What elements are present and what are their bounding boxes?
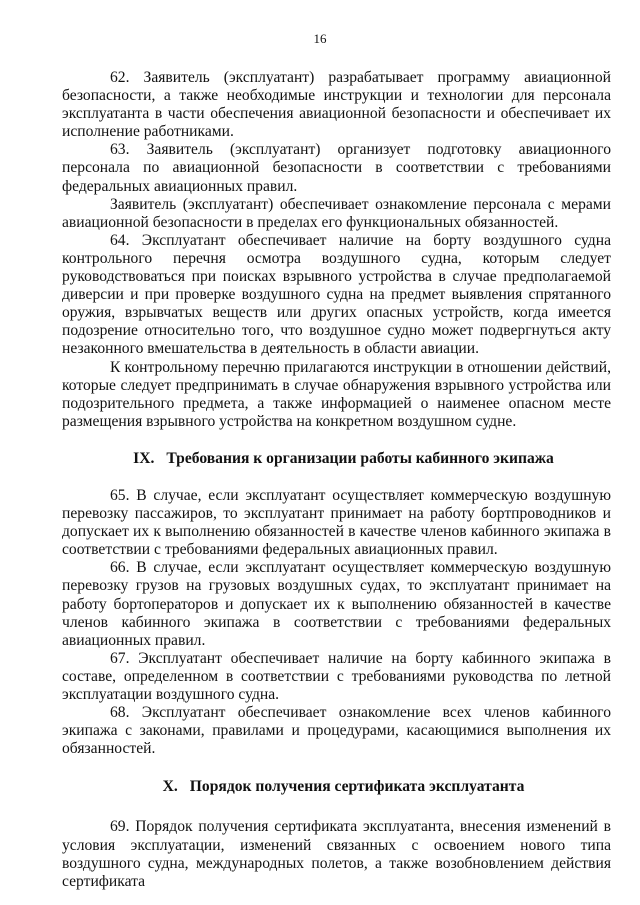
paragraph-62: 62. Заявитель (эксплуатант) разрабатывает программу авиационной безопасности, а также необходимые инструкции и технологии для персонала эксплуатанта в части обеспечения авиационной безопасности и обеспечивает их исполнение работниками.	[62, 69, 611, 141]
paragraph-63: 63. Заявитель (эксплуатант) организует подготовку авиационного персонала по авиационной безопасности в соответствии с требованиями федеральных авиационных правил.	[62, 141, 611, 195]
paragraph-66: 66. В случае, если эксплуатант осуществляет коммерческую воздушную перевозку грузов на грузовых воздушных судах, то эксплуатант принимает на работу бортоператоров и допускает их к выполнению обязанностей в качестве членов кабинного экипажа в соответствии с требованиями федеральных авиационных правил.	[62, 559, 611, 649]
page-number: 16	[313, 31, 327, 46]
paragraph-65: 65. В случае, если эксплуатант осуществляет коммерческую воздушную перевозку пассажиров, то эксплуатант принимает на работу бортпроводников и допускает их к выполнению обязанностей в качестве членов кабинного экипажа в соответствии с требованиями федеральных авиационных правил.	[62, 486, 611, 559]
paragraph-64-continued: К контрольному перечню прилагаются инструкции в отношении действий, которые следует предпринимать в случае обнаружения взрывного устройства или подозрительного предмета, а также информацией о наименее опасном месте размещения взрывного устройства на конкретном воздушном судне.	[62, 358, 611, 430]
section-heading-x	[62, 778, 611, 796]
paragraph-68: 68. Эксплуатант обеспечивает ознакомление всех членов кабинного экипажа с законами, правилами и процедурами, касающимися выполнения их обязанностей.	[62, 704, 611, 758]
document-body	[62, 69, 611, 891]
section-number-x: X.	[162, 778, 178, 796]
section-title-ix: Требования к организации работы кабинного экипажа	[166, 449, 554, 467]
section-heading-ix	[62, 450, 611, 468]
paragraph-69: 69. Порядок получения сертификата эксплуатанта, внесения изменений в условия эксплуатации, изменений связанных с освоением нового типа воздушного судна, международных полетов, а также возобновлением действия сертификата	[62, 818, 611, 890]
paragraph-63-continued: Заявитель (эксплуатант) обеспечивает ознакомление персонала с мерами авиационной безопасности в пределах его функциональных обязанностей.	[62, 195, 611, 231]
paragraph-64: 64. Эксплуатант обеспечивает наличие на борту воздушного судна контрольного перечня осмотра воздушного судна, которым следует руководствоваться при поисках взрывного устройства в случае предполагаемой диверсии и при проверке воздушного судна на предмет выявления спрятанного оружия, взрывчатых веществ или других опасных устройств, когда имеется подозрение относительно того, что воздушное судно может подвергнуться акту незаконного вмешательства в деятельность в области авиации.	[62, 231, 611, 358]
paragraph-67: 67. Эксплуатант обеспечивает наличие на борту кабинного экипажа в составе, определенном в соответствии с требованиями руководства по летной эксплуатации воздушного судна.	[62, 649, 611, 703]
section-title-x: Порядок получения сертификата эксплуатанта	[189, 778, 525, 796]
section-number-ix: IX.	[133, 449, 155, 467]
